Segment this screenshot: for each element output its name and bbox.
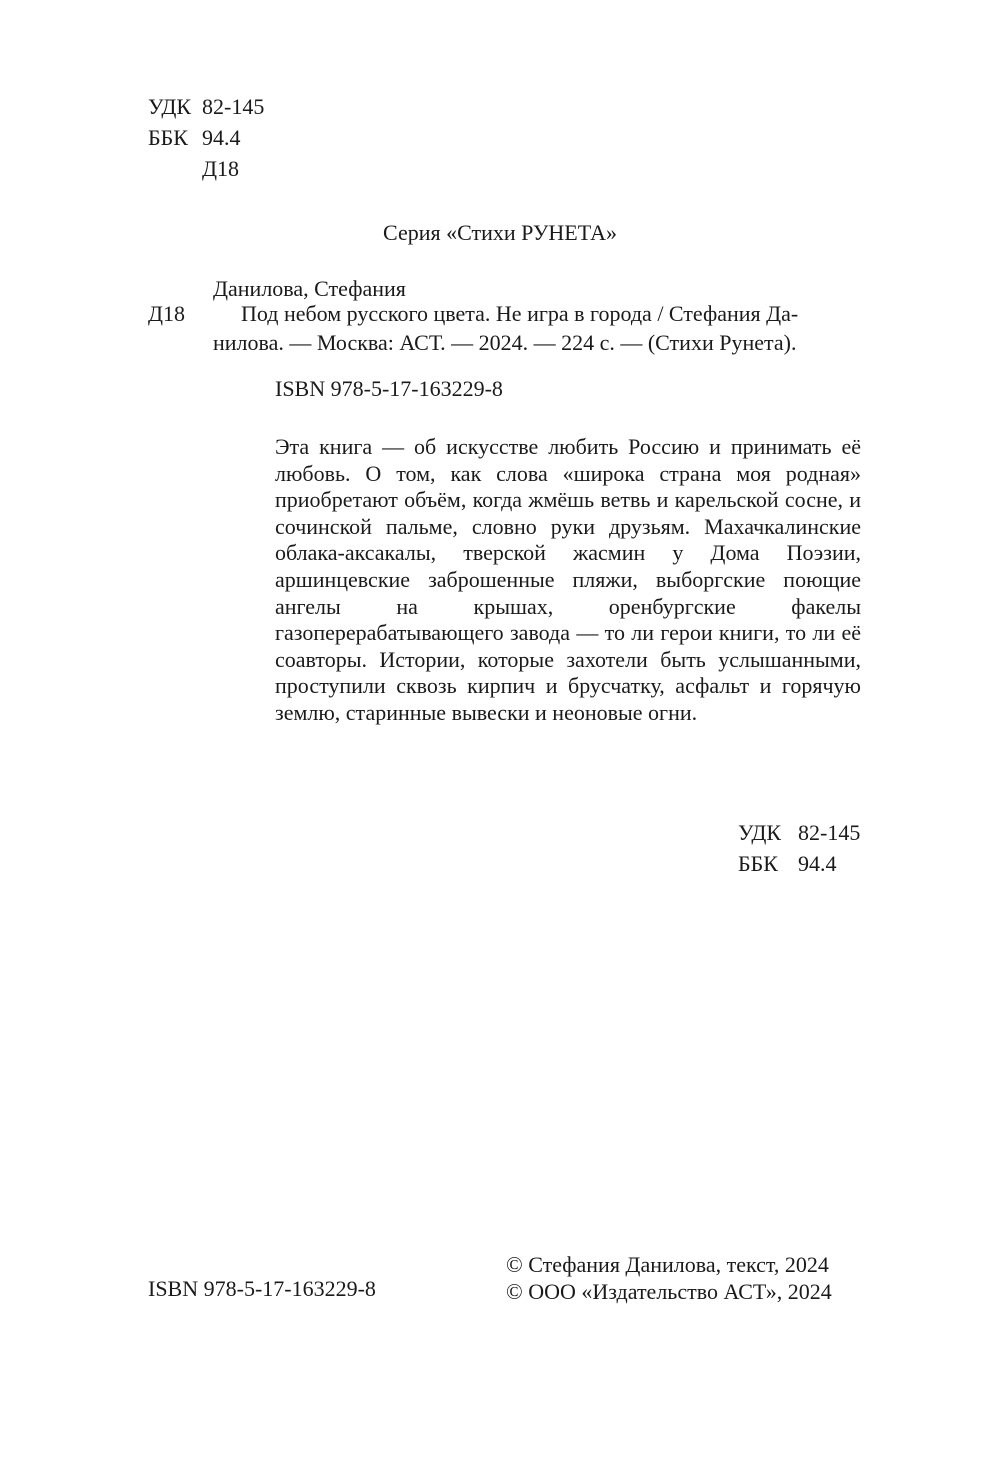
udk-value-bottom: 82-145 bbox=[798, 820, 861, 845]
udk-value: 82-145 bbox=[202, 94, 265, 119]
author-heading: Данилова, Стефания bbox=[213, 276, 406, 301]
bibliographic-description bbox=[213, 299, 833, 357]
udk-row-top bbox=[148, 92, 264, 123]
udk-row-bottom bbox=[738, 818, 860, 849]
udk-label-bottom: УДК bbox=[738, 820, 782, 845]
classification-bottom bbox=[738, 818, 860, 880]
description-line-2: нилова. — Москва: АСТ. — 2024. — 224 с. — (Стихи Рунета). bbox=[213, 330, 797, 355]
bbk-value: 94.4 bbox=[202, 125, 241, 150]
cutter-mark: Д18 bbox=[148, 301, 186, 326]
description-line-1: Под небом русского цвета. Не игра в города / Стефания Да- bbox=[241, 301, 799, 326]
isbn-main: ISBN 978-5-17-163229-8 bbox=[275, 376, 503, 401]
bbk-value-bottom: 94.4 bbox=[798, 851, 837, 876]
author-mark: Д18 bbox=[202, 156, 240, 181]
copyright-publisher: © ООО «Издательство АСТ», 2024 bbox=[506, 1279, 832, 1304]
isbn-footer: ISBN 978-5-17-163229-8 bbox=[148, 1276, 376, 1301]
classification-top bbox=[148, 92, 264, 185]
annotation bbox=[275, 434, 861, 727]
bbk-row-bottom bbox=[738, 849, 860, 880]
copyright-author: © Стефания Данилова, текст, 2024 bbox=[506, 1252, 829, 1277]
bbk-label: ББК bbox=[148, 125, 188, 150]
annotation-text: Эта книга — об искусстве любить Россию и принимать её любовь. О том, как слова «широка страна моя родная» приобретают объём, когда жмёшь ветвь и карельской сосне, и сочинской пальме, словно руки друзьям. Махачкалинские облака-аксакалы, тверской жасмин у Дома Поэзии, аршинцевские заброшенные пляжи, выборгские поющие ангелы на крышах, оренбургские факелы газоперерабатывающего завода — то ли герои книги, то ли её соавторы. Истории, которые захотели быть услышанными, проступили сквозь кирпич и брусчатку, асфальт и горячую землю, старинные вывески и неоновые огни. bbox=[275, 434, 861, 725]
bbk-row-top bbox=[148, 123, 264, 154]
copyright-block bbox=[506, 1250, 832, 1304]
udk-label: УДК bbox=[148, 94, 192, 119]
bbk-label-bottom: ББК bbox=[738, 851, 778, 876]
series-title: Серия «Стихи РУНЕТА» bbox=[383, 220, 617, 245]
